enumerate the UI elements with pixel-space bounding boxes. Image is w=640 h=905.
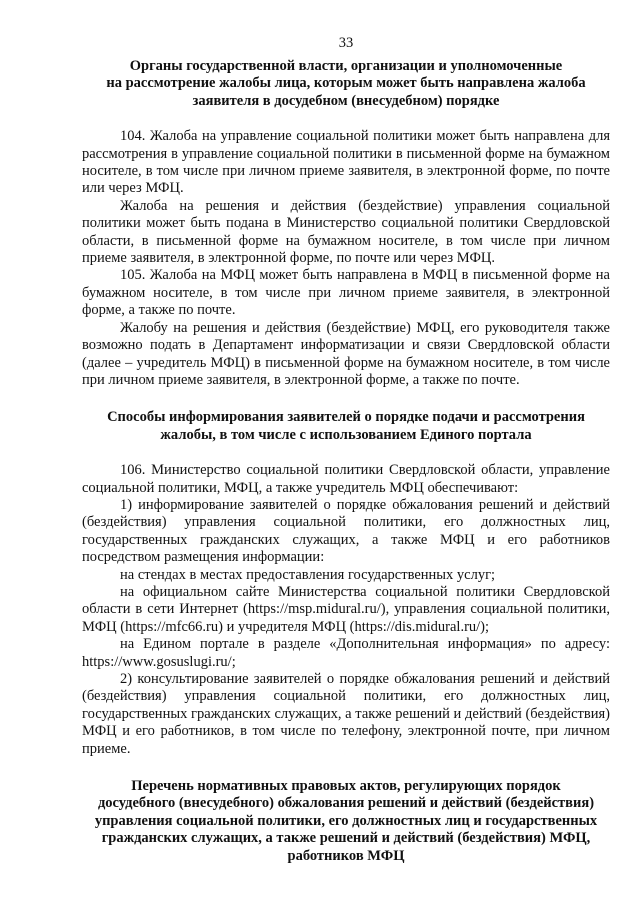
paragraph-106: 106. Министерство социальной политики Свердловской области, управление социальной политики, МФЦ, а также учредитель МФЦ обеспечивают: xyxy=(82,462,610,496)
paragraph-complaint-ministry: Жалоба на решения и действия (бездействие) управления социальной политики может быть подана в Министерство социальной политики Свердловской области, в письменной форме на бумажном носителе, в том числе при личном приеме заявителя, в электронной форме, по почте или через МФЦ. xyxy=(82,197,610,267)
heading-line: заявителя в досудебном (внесудебном) порядке xyxy=(192,92,500,109)
heading-line: Перечень нормативных правовых актов, регулирующих порядок xyxy=(131,778,561,795)
heading-line: Способы информирования заявителей о порядке подачи и рассмотрения xyxy=(107,409,585,426)
heading-line: жалобы, в том числе с использованием Единого портала xyxy=(160,426,532,443)
paragraph-consulting: 2) консультирование заявителей о порядке обжалования решений и действий (бездействия) управления социальной политики, его должностных лиц, государственных гражданских служащих, а также решений и действий (бездействия) МФЦ и его работников, в том числе по телефону, электронной почте, при личном приеме. xyxy=(82,671,610,757)
heading-line: работников МФЦ xyxy=(287,847,405,864)
paragraph-complaint-department: Жалобу на решения и действия (бездействие) МФЦ, его руководителя также возможно подать в Департамент информатизации и связи Свердловской области (далее – учредитель МФЦ) в письменной форме на бумажном носителе, в том числе при личном приеме заявителя, в электронной форме, а также по почте. xyxy=(82,319,610,388)
paragraph-informing: 1) информирование заявителей о порядке обжалования решений и действий (бездействия) управления социальной политики, его должностных лиц, государственных гражданских служащих, а также МФЦ и его работников посредством размещения информации: xyxy=(82,496,610,566)
paragraph-104: 104. Жалоба на управление социальной политики может быть направлена для рассмотрения в управление социальной политики в письменной форме на бумажном носителе, в том числе при личном приеме заявителя, в электронной форме, по почте или через МФЦ. xyxy=(82,128,610,197)
heading-line: досудебного (внесудебного) обжалования решений и действий (бездействия) xyxy=(97,795,595,812)
paragraph-official-sites: на официальном сайте Министерства социальной политики Свердловской области в сети Интернет (https://msp.midural.ru/), управления социальной политики, МФЦ (https://mfc66.ru) и учредителя МФЦ (https://dis.midural.ru/); xyxy=(82,583,610,635)
heading-line: на рассмотрение жалобы лица, которым может быть направлена жалоба xyxy=(106,75,586,92)
page-number: 33 xyxy=(338,35,354,51)
paragraph-stands: на стендах в местах предоставления государственных услуг; xyxy=(120,566,496,583)
section-heading-informing-methods xyxy=(82,409,610,444)
section-heading-complaint-bodies xyxy=(82,58,610,110)
section-heading-normative-acts xyxy=(82,778,610,865)
heading-line: гражданских служащих, а также решений и действий (бездействия) МФЦ, xyxy=(101,830,591,847)
heading-line: Органы государственной власти, организации и уполномоченные xyxy=(129,58,563,74)
paragraph-105: 105. Жалоба на МФЦ может быть направлена в МФЦ в письменной форме на бумажном носителе, в том числе при личном приеме заявителя, в электронной форме, а также по почте. xyxy=(82,267,610,319)
heading-line: управления социальной политики, его должностных лиц и государственных xyxy=(94,812,598,829)
paragraph-unified-portal: на Едином портале в разделе «Дополнительная информация» по адресу: https://www.gosuslugi.ru/; xyxy=(82,636,610,670)
